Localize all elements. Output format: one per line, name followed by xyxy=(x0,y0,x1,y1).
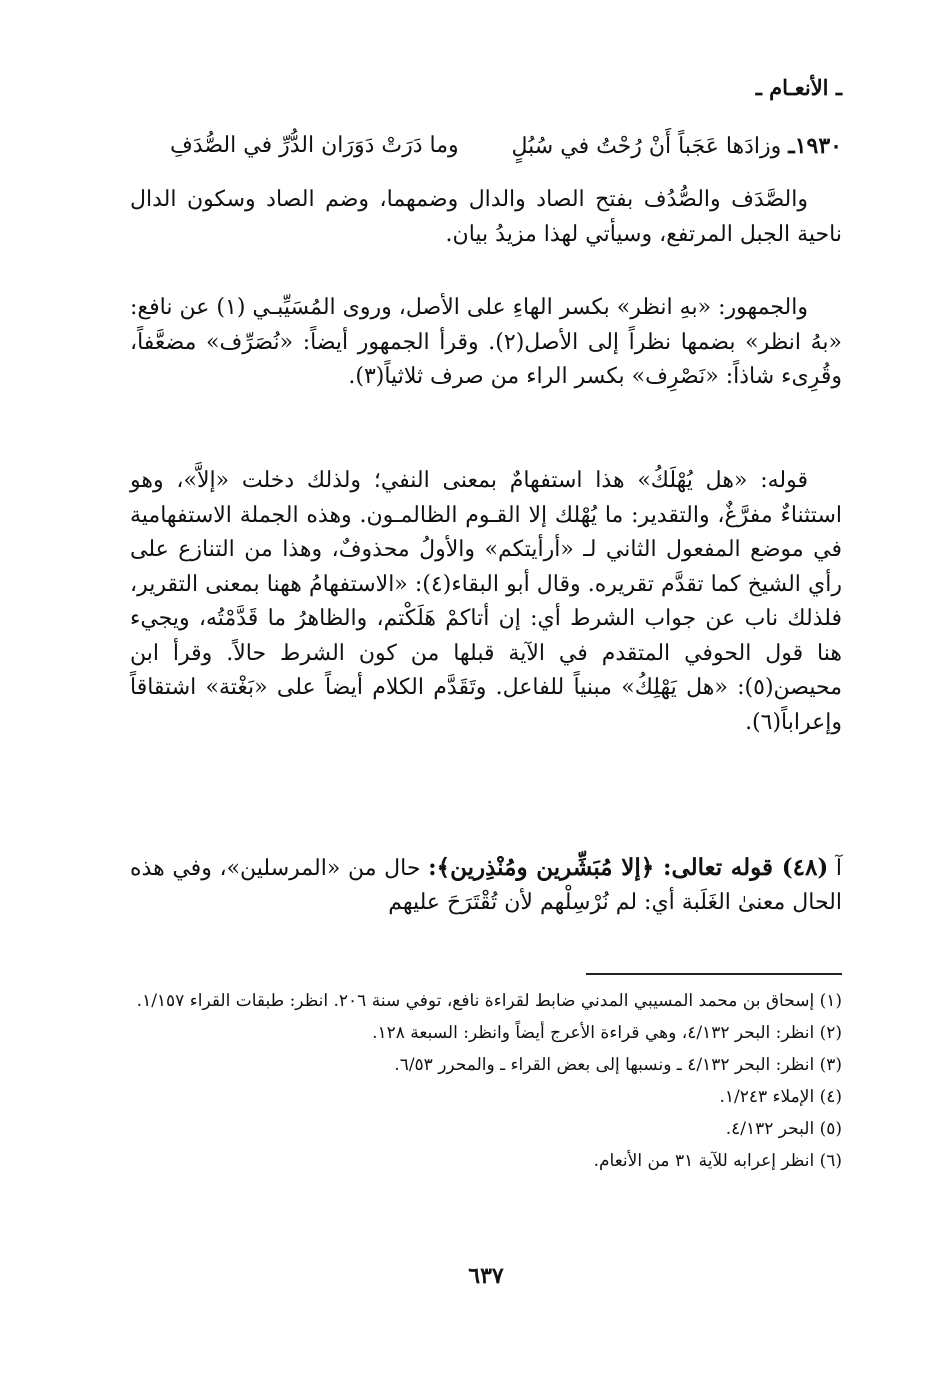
paragraph-text: قوله: «هل يُهْلَكُ» هذا استفهامٌ بمعنى النفي؛ ولذلك دخلت «إلاَّ»، وهو استثناءٌ مفرَّغٌ، والتقدير: ما يُهْلك إلا القـوم الظالمـون. وهذه الجملة الاستفهامية في موضع المفعول الثاني لـ «أرأيتكم» والأولُ محذوفٌ، وهذا من التنازع على رأي الشيخ كما تقدَّم تقريره. وقال أبو البقاء(٤): «الاستفهامُ ههنا بمعنى التقرير، فلذلك ناب عن جواب الشرط أي: إن أتاكمْ هَلَكْتم، والظاهرُ ما قَدَّمْتُه، ويجيء هنا قول الحوفي المتقدم في الآية قبلها من كون الشرط حالاً. وقرأ ابن محيصن(٥): «هل يَهْلِكُ» مبنياً للفاعل. وتَقَدَّم الكلام أيضاً على «بَغْتة» اشتقاقاً وإعراباً(٦). xyxy=(130,468,842,735)
ayah-marker: آ xyxy=(835,856,842,881)
poetry-verse xyxy=(130,133,842,169)
verse-second-hemistich: وما دَرَتْ دَوَرَان الدُّرِّ في الصُّدَفِ xyxy=(170,133,459,158)
footnotes xyxy=(130,985,842,1177)
ayah-heading: (٤٨) قوله تعالى: ﴿إلا مُبَشِّرين ومُنْذِرين﴾: xyxy=(428,854,829,881)
paragraph-verse-48 xyxy=(130,851,842,920)
footnote-2: (٢) انظر: البحر ٤/١٣٢، وهي قراءة الأعرج أيضاً وانظر: السبعة ١٢٨. xyxy=(372,1023,842,1043)
paragraph-text: والجمهور: «بهِ انظر» بكسر الهاءِ على الأصل، وروى المُسَيِّبـي (١) عن نافع: «بهُ انظر» بضمها نظراً إلى الأصل(٢). وقرأ الجمهور أيضاً: «نُصَرِّف» مضعَّفاً، وقُرِىء شاذاً: «نَصْرِف» بكسر الراء من صرف ثلاثياً(٣). xyxy=(130,295,842,389)
footnote-separator xyxy=(586,973,842,975)
footnote-4: (٤) الإملاء ١/٢٤٣. xyxy=(719,1087,842,1107)
book-page xyxy=(130,55,842,1355)
footnote-5: (٥) البحر ٤/١٣٢. xyxy=(725,1119,842,1139)
paragraph-text: والصَّدَف والصُّدُف بفتح الصاد والدال وضمهما، وضم الصاد وسكون الدال ناحية الجبل المرتفع، وسيأتي لهذا مزيدُ بيان. xyxy=(130,187,842,247)
page-number: ٦٣٧ xyxy=(468,1263,504,1289)
paragraph-sadaf xyxy=(130,183,842,252)
verse-number: ١٩٣٠ـ xyxy=(788,133,842,159)
footnote-6: (٦) انظر إعرابه للآية ٣١ من الأنعام. xyxy=(593,1151,842,1171)
paragraph-readings xyxy=(130,291,842,395)
running-header: ـ الأنعـام ـ xyxy=(755,75,842,100)
paragraph-hal-yuhlak xyxy=(130,464,842,740)
footnote-1: (١) إسحاق بن محمد المسيبي المدني ضابط لقراءة نافع، توفي سنة ٢٠٦. انظر: طبقات القراء ١/١٥٧. xyxy=(136,991,842,1011)
verse-first-hemistich xyxy=(512,133,843,159)
footnote-3: (٣) انظر: البحر ٤/١٣٢ ـ ونسبها إلى بعض القراء ـ والمحرر ٦/٥٣. xyxy=(394,1055,842,1075)
paragraph-text: حال من «المرسلين»، وفي هذه الحال معنىٰ الغَلَبة أي: لم نُرْسِلْهم لأن تُقْتَرَحَ عليهم xyxy=(130,856,842,915)
hemistich-1-text: وزادَها عَجَباً أَنْ رُحْتُ في سُبُلٍ xyxy=(511,134,782,159)
